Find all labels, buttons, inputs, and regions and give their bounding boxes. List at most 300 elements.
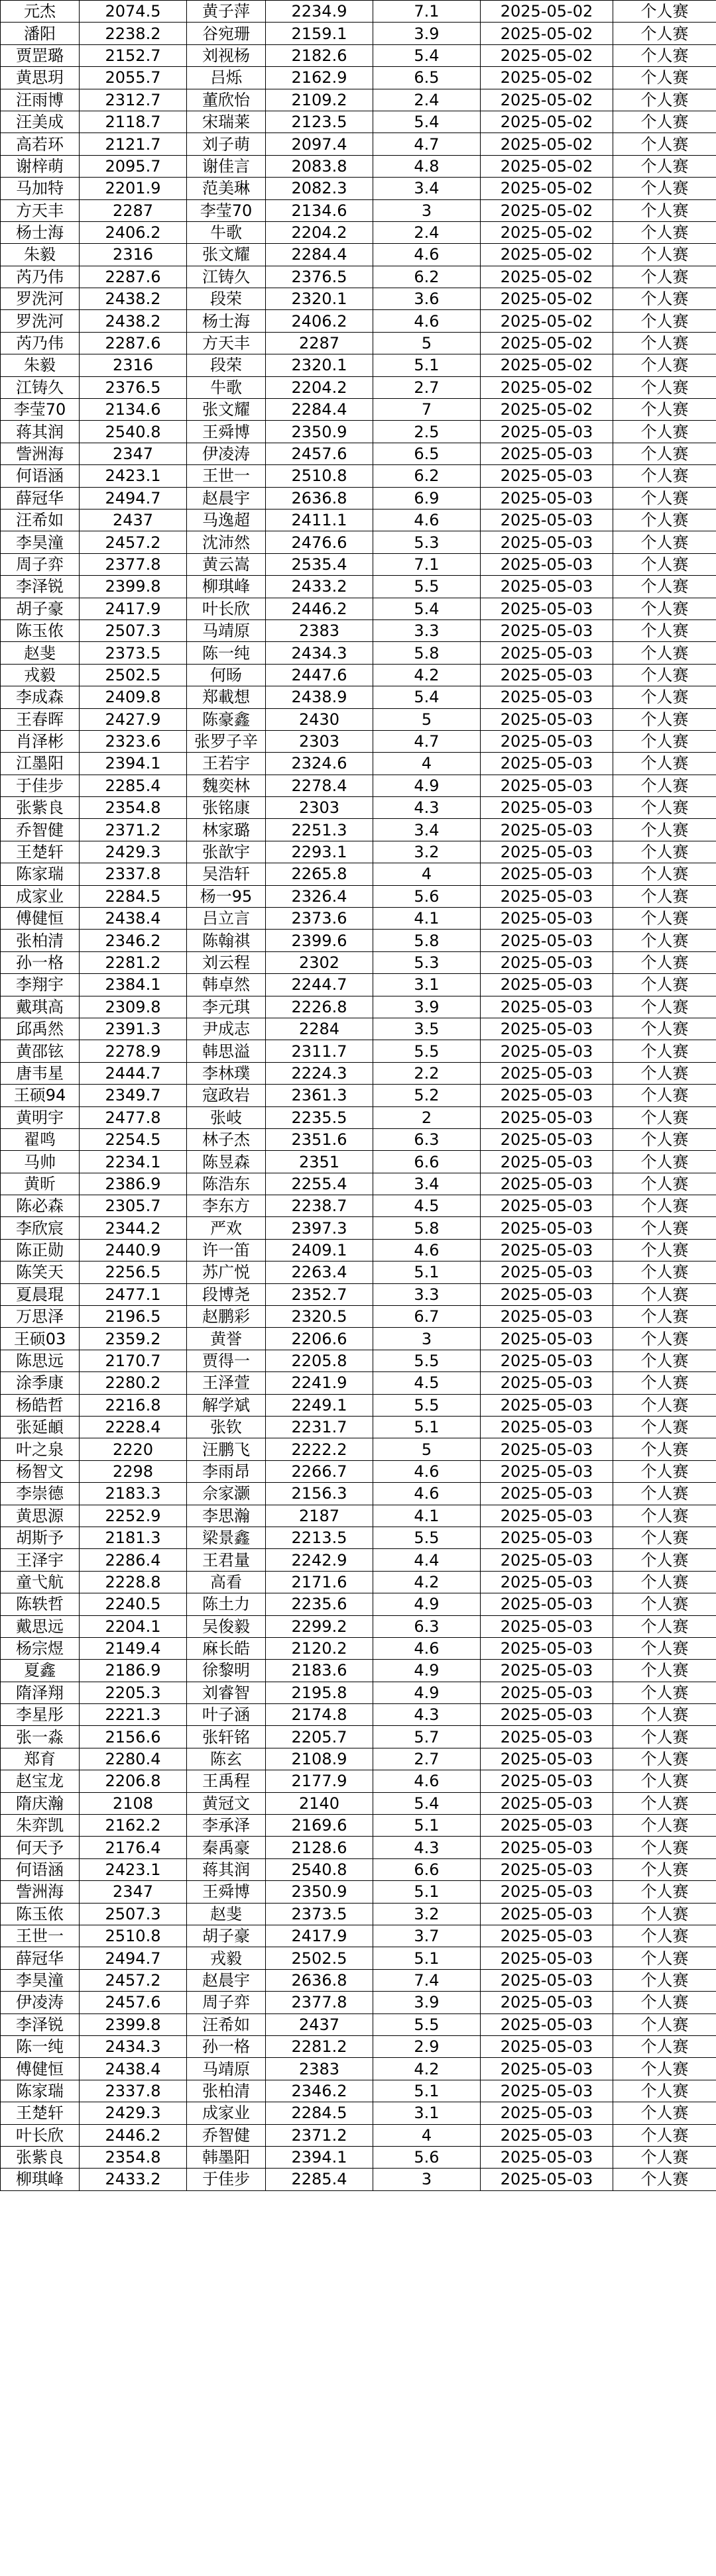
value-cell: 4.7: [373, 730, 481, 752]
table-row: [1, 930, 716, 951]
player-b-name-cell: 谷宛珊: [187, 23, 266, 44]
player-a-rating-cell: 2502.5: [80, 664, 187, 686]
date-cell: 2025-05-03: [481, 1239, 613, 1261]
date-cell: 2025-05-03: [481, 730, 613, 752]
player-a-rating-cell: 2256.5: [80, 1261, 187, 1283]
value-cell: 4.6: [373, 310, 481, 332]
table-row: [1, 244, 716, 266]
match-type-cell: 个人赛: [613, 1328, 716, 1350]
value-cell: 5.1: [373, 2080, 481, 2102]
value-cell: 3.6: [373, 288, 481, 310]
match-type-cell: 个人赛: [613, 199, 716, 221]
value-cell: 6.9: [373, 487, 481, 509]
player-a-rating-cell: 2391.3: [80, 1018, 187, 1040]
match-type-cell: 个人赛: [613, 376, 716, 398]
date-cell: 2025-05-02: [481, 133, 613, 155]
match-type-cell: 个人赛: [613, 863, 716, 885]
date-cell: 2025-05-03: [481, 753, 613, 775]
player-a-name-cell: 江铸久: [1, 376, 80, 398]
value-cell: 5.4: [373, 111, 481, 133]
date-cell: 2025-05-03: [481, 1306, 613, 1328]
match-type-cell: 个人赛: [613, 797, 716, 819]
player-a-rating-cell: 2205.3: [80, 1682, 187, 1703]
player-a-name-cell: 何语涵: [1, 1858, 80, 1880]
player-a-rating-cell: 2409.8: [80, 686, 187, 708]
table-row: [1, 553, 716, 575]
match-type-cell: 个人赛: [613, 1858, 716, 1880]
table-row: [1, 576, 716, 598]
table-row: [1, 1858, 716, 1880]
player-a-rating-cell: 2457.2: [80, 1969, 187, 1991]
player-b-name-cell: 范美琳: [187, 178, 266, 199]
player-b-name-cell: 陈浩东: [187, 1173, 266, 1195]
date-cell: 2025-05-03: [481, 1283, 613, 1305]
table-row: [1, 951, 716, 973]
player-a-rating-cell: 2406.2: [80, 221, 187, 243]
player-b-rating-cell: 2303: [266, 797, 373, 819]
table-row: [1, 1106, 716, 1128]
player-b-rating-cell: 2636.8: [266, 487, 373, 509]
match-type-cell: 个人赛: [613, 2080, 716, 2102]
player-b-name-cell: 江铸久: [187, 266, 266, 288]
match-type-cell: 个人赛: [613, 1815, 716, 1837]
player-a-rating-cell: 2228.8: [80, 1571, 187, 1593]
table-row: [1, 443, 716, 464]
player-b-name-cell: 林家璐: [187, 819, 266, 841]
player-a-rating-cell: 2438.2: [80, 288, 187, 310]
player-a-rating-cell: 2337.8: [80, 2080, 187, 2102]
table-row: [1, 1306, 716, 1328]
player-b-rating-cell: 2222.2: [266, 1438, 373, 1460]
player-b-name-cell: 汪鹏飞: [187, 1438, 266, 1460]
table-row: [1, 1438, 716, 1460]
value-cell: 6.2: [373, 266, 481, 288]
match-type-cell: 个人赛: [613, 1372, 716, 1394]
date-cell: 2025-05-03: [481, 974, 613, 996]
player-b-name-cell: 蒋其润: [187, 1858, 266, 1880]
player-b-name-cell: 李元琪: [187, 996, 266, 1018]
player-a-name-cell: 戎毅: [1, 664, 80, 686]
match-type-cell: 个人赛: [613, 1837, 716, 1858]
table-row: [1, 1483, 716, 1505]
player-a-rating-cell: 2204.1: [80, 1615, 187, 1637]
player-b-name-cell: 李东方: [187, 1195, 266, 1217]
date-cell: 2025-05-02: [481, 111, 613, 133]
table-row: [1, 199, 716, 221]
player-a-name-cell: 黄明宇: [1, 1106, 80, 1128]
player-b-rating-cell: 2287: [266, 332, 373, 354]
player-a-name-cell: 郑育: [1, 1748, 80, 1770]
table-row: [1, 1925, 716, 1947]
date-cell: 2025-05-03: [481, 1040, 613, 1062]
player-b-name-cell: 刘视杨: [187, 44, 266, 66]
player-a-rating-cell: 2152.7: [80, 44, 187, 66]
player-a-name-cell: 夏鑫: [1, 1660, 80, 1682]
player-a-name-cell: 高若环: [1, 133, 80, 155]
table-row: [1, 155, 716, 177]
player-a-rating-cell: 2309.8: [80, 996, 187, 1018]
player-a-name-cell: 王楚轩: [1, 841, 80, 863]
player-a-name-cell: 叶长欣: [1, 2124, 80, 2146]
match-type-cell: 个人赛: [613, 244, 716, 266]
player-a-name-cell: 江墨阳: [1, 753, 80, 775]
value-cell: 5.5: [373, 576, 481, 598]
player-b-rating-cell: 2437: [266, 2013, 373, 2035]
match-type-cell: 个人赛: [613, 730, 716, 752]
table-row: [1, 399, 716, 421]
player-a-name-cell: 马帅: [1, 1151, 80, 1173]
value-cell: 6.3: [373, 1128, 481, 1150]
player-b-rating-cell: 2213.5: [266, 1527, 373, 1548]
player-b-rating-cell: 2109.2: [266, 89, 373, 111]
date-cell: 2025-05-03: [481, 664, 613, 686]
value-cell: 4.9: [373, 1660, 481, 1682]
player-b-name-cell: 周子弈: [187, 1992, 266, 2013]
player-a-name-cell: 汪美成: [1, 111, 80, 133]
player-b-rating-cell: 2159.1: [266, 23, 373, 44]
player-a-rating-cell: 2280.2: [80, 1372, 187, 1394]
match-type-cell: 个人赛: [613, 266, 716, 288]
player-a-name-cell: 张一淼: [1, 1726, 80, 1748]
player-a-name-cell: 于佳步: [1, 775, 80, 796]
player-a-name-cell: 朱毅: [1, 244, 80, 266]
player-a-name-cell: 陈家瑞: [1, 2080, 80, 2102]
date-cell: 2025-05-03: [481, 1903, 613, 1925]
match-type-cell: 个人赛: [613, 1704, 716, 1726]
player-a-rating-cell: 2181.3: [80, 1527, 187, 1548]
player-b-name-cell: 宋瑞莱: [187, 111, 266, 133]
player-b-rating-cell: 2249.1: [266, 1394, 373, 1416]
date-cell: 2025-05-03: [481, 1438, 613, 1460]
table-row: [1, 1770, 716, 1792]
value-cell: 5.1: [373, 1417, 481, 1438]
value-cell: 7.1: [373, 1, 481, 23]
player-a-rating-cell: 2346.2: [80, 930, 187, 951]
player-a-rating-cell: 2134.6: [80, 399, 187, 421]
player-a-rating-cell: 2438.2: [80, 310, 187, 332]
player-a-name-cell: 李昊潼: [1, 531, 80, 553]
player-a-name-cell: 訾洲海: [1, 443, 80, 464]
match-type-cell: 个人赛: [613, 1195, 716, 1217]
date-cell: 2025-05-03: [481, 708, 613, 730]
player-a-name-cell: 李欣宸: [1, 1217, 80, 1239]
table-row: [1, 642, 716, 664]
player-b-rating-cell: 2397.3: [266, 1217, 373, 1239]
player-a-rating-cell: 2170.7: [80, 1350, 187, 1371]
player-a-name-cell: 陈玉侬: [1, 1903, 80, 1925]
player-a-rating-cell: 2316: [80, 354, 187, 376]
player-b-name-cell: 麻长皓: [187, 1637, 266, 1659]
date-cell: 2025-05-02: [481, 310, 613, 332]
value-cell: 4.6: [373, 509, 481, 531]
match-type-cell: 个人赛: [613, 1261, 716, 1283]
player-a-rating-cell: 2438.4: [80, 2058, 187, 2080]
player-b-rating-cell: 2636.8: [266, 1969, 373, 1991]
table-row: [1, 908, 716, 930]
player-b-name-cell: 韩思溢: [187, 1040, 266, 1062]
value-cell: 3.3: [373, 619, 481, 641]
date-cell: 2025-05-03: [481, 2146, 613, 2168]
player-a-name-cell: 朱毅: [1, 354, 80, 376]
player-a-name-cell: 杨智文: [1, 1460, 80, 1482]
value-cell: 4.9: [373, 1593, 481, 1615]
value-cell: 4.6: [373, 1483, 481, 1505]
date-cell: 2025-05-02: [481, 44, 613, 66]
player-a-name-cell: 戴思远: [1, 1615, 80, 1637]
value-cell: 4: [373, 2124, 481, 2146]
player-b-name-cell: 林子杰: [187, 1128, 266, 1150]
player-a-rating-cell: 2384.1: [80, 974, 187, 996]
player-a-rating-cell: 2287: [80, 199, 187, 221]
player-a-rating-cell: 2399.8: [80, 576, 187, 598]
player-b-rating-cell: 2206.6: [266, 1328, 373, 1350]
player-b-rating-cell: 2320.1: [266, 354, 373, 376]
value-cell: 3.4: [373, 819, 481, 841]
player-a-rating-cell: 2108: [80, 1792, 187, 1814]
match-type-cell: 个人赛: [613, 708, 716, 730]
player-b-rating-cell: 2311.7: [266, 1040, 373, 1062]
player-b-rating-cell: 2303: [266, 730, 373, 752]
player-a-name-cell: 赵宝龙: [1, 1770, 80, 1792]
player-a-rating-cell: 2206.8: [80, 1770, 187, 1792]
player-a-rating-cell: 2510.8: [80, 1925, 187, 1947]
date-cell: 2025-05-03: [481, 1770, 613, 1792]
date-cell: 2025-05-03: [481, 1195, 613, 1217]
value-cell: 4.5: [373, 1372, 481, 1394]
match-type-cell: 个人赛: [613, 1505, 716, 1527]
player-b-name-cell: 杨士海: [187, 310, 266, 332]
table-row: [1, 2080, 716, 2102]
match-type-cell: 个人赛: [613, 1770, 716, 1792]
date-cell: 2025-05-02: [481, 399, 613, 421]
player-a-name-cell: 胡子豪: [1, 598, 80, 619]
date-cell: 2025-05-03: [481, 841, 613, 863]
player-a-rating-cell: 2228.4: [80, 1417, 187, 1438]
player-b-rating-cell: 2383: [266, 2058, 373, 2080]
player-b-rating-cell: 2134.6: [266, 199, 373, 221]
player-a-name-cell: 夏晨琨: [1, 1283, 80, 1305]
table-row: [1, 1505, 716, 1527]
player-b-rating-cell: 2438.9: [266, 686, 373, 708]
player-a-rating-cell: 2457.6: [80, 1992, 187, 2013]
player-a-name-cell: 王硕03: [1, 1328, 80, 1350]
table-row: [1, 1239, 716, 1261]
table-row: [1, 2169, 716, 2190]
player-a-name-cell: 童弋航: [1, 1571, 80, 1593]
match-type-cell: 个人赛: [613, 487, 716, 509]
value-cell: 6.2: [373, 465, 481, 487]
date-cell: 2025-05-03: [481, 951, 613, 973]
date-cell: 2025-05-03: [481, 863, 613, 885]
player-b-rating-cell: 2238.7: [266, 1195, 373, 1217]
player-b-name-cell: 严欢: [187, 1217, 266, 1239]
player-b-name-cell: 汪希如: [187, 2013, 266, 2035]
player-a-rating-cell: 2278.9: [80, 1040, 187, 1062]
date-cell: 2025-05-03: [481, 2013, 613, 2035]
table-row: [1, 841, 716, 863]
table-row: [1, 111, 716, 133]
player-a-name-cell: 杨皓哲: [1, 1394, 80, 1416]
player-a-name-cell: 芮乃伟: [1, 332, 80, 354]
match-type-cell: 个人赛: [613, 642, 716, 664]
match-type-cell: 个人赛: [613, 67, 716, 89]
value-cell: 5.1: [373, 1947, 481, 1969]
match-type-cell: 个人赛: [613, 310, 716, 332]
player-a-rating-cell: 2440.9: [80, 1239, 187, 1261]
date-cell: 2025-05-03: [481, 775, 613, 796]
player-b-rating-cell: 2284.4: [266, 244, 373, 266]
player-a-name-cell: 周子弈: [1, 553, 80, 575]
player-a-rating-cell: 2429.3: [80, 841, 187, 863]
value-cell: 4.1: [373, 1505, 481, 1527]
date-cell: 2025-05-03: [481, 2124, 613, 2146]
player-b-rating-cell: 2540.8: [266, 1858, 373, 1880]
player-b-rating-cell: 2204.2: [266, 221, 373, 243]
date-cell: 2025-05-03: [481, 509, 613, 531]
date-cell: 2025-05-03: [481, 531, 613, 553]
player-a-name-cell: 傅健恒: [1, 2058, 80, 2080]
player-b-rating-cell: 2174.8: [266, 1704, 373, 1726]
table-row: [1, 487, 716, 509]
player-b-rating-cell: 2351.6: [266, 1128, 373, 1150]
player-a-name-cell: 孙一格: [1, 951, 80, 973]
player-b-rating-cell: 2350.9: [266, 1881, 373, 1903]
player-a-rating-cell: 2337.8: [80, 863, 187, 885]
player-a-rating-cell: 2252.9: [80, 1505, 187, 1527]
table-row: [1, 863, 716, 885]
player-a-name-cell: 杨士海: [1, 221, 80, 243]
value-cell: 3.4: [373, 178, 481, 199]
player-a-rating-cell: 2186.9: [80, 1660, 187, 1682]
player-b-rating-cell: 2373.6: [266, 908, 373, 930]
table-row: [1, 1350, 716, 1371]
player-b-name-cell: 高看: [187, 1571, 266, 1593]
player-a-rating-cell: 2373.5: [80, 642, 187, 664]
table-row: [1, 23, 716, 44]
player-b-rating-cell: 2255.4: [266, 1173, 373, 1195]
table-row: [1, 221, 716, 243]
value-cell: 4.9: [373, 1682, 481, 1703]
table-row: [1, 89, 716, 111]
player-b-rating-cell: 2205.8: [266, 1350, 373, 1371]
date-cell: 2025-05-03: [481, 1704, 613, 1726]
value-cell: 4.2: [373, 2058, 481, 2080]
match-type-cell: 个人赛: [613, 576, 716, 598]
value-cell: 4.6: [373, 1460, 481, 1482]
value-cell: 4.3: [373, 797, 481, 819]
player-b-name-cell: 段荣: [187, 288, 266, 310]
value-cell: 7.1: [373, 553, 481, 575]
date-cell: 2025-05-03: [481, 1394, 613, 1416]
player-a-name-cell: 薛冠华: [1, 487, 80, 509]
table-row: [1, 1128, 716, 1150]
value-cell: 2.5: [373, 421, 481, 443]
date-cell: 2025-05-03: [481, 1173, 613, 1195]
value-cell: 5.5: [373, 2013, 481, 2035]
match-type-cell: 个人赛: [613, 288, 716, 310]
value-cell: 4.5: [373, 1195, 481, 1217]
player-b-rating-cell: 2447.6: [266, 664, 373, 686]
value-cell: 3.1: [373, 974, 481, 996]
player-b-rating-cell: 2376.5: [266, 266, 373, 288]
player-a-rating-cell: 2240.5: [80, 1593, 187, 1615]
player-a-name-cell: 何天予: [1, 1837, 80, 1858]
player-a-rating-cell: 2423.1: [80, 465, 187, 487]
player-b-name-cell: 陈豪鑫: [187, 708, 266, 730]
player-b-rating-cell: 2128.6: [266, 1837, 373, 1858]
value-cell: 5.1: [373, 1881, 481, 1903]
match-type-cell: 个人赛: [613, 1128, 716, 1150]
player-a-name-cell: 朱弈凯: [1, 1815, 80, 1837]
date-cell: 2025-05-02: [481, 89, 613, 111]
player-b-rating-cell: 2457.6: [266, 443, 373, 464]
player-b-rating-cell: 2433.2: [266, 576, 373, 598]
date-cell: 2025-05-03: [481, 686, 613, 708]
table-row: [1, 2058, 716, 2080]
date-cell: 2025-05-03: [481, 487, 613, 509]
player-a-name-cell: 陈一纯: [1, 2035, 80, 2057]
player-b-rating-cell: 2224.3: [266, 1062, 373, 1084]
player-b-rating-cell: 2278.4: [266, 775, 373, 796]
match-type-cell: 个人赛: [613, 1527, 716, 1548]
value-cell: 3.5: [373, 1018, 481, 1040]
match-type-cell: 个人赛: [613, 553, 716, 575]
table-row: [1, 1062, 716, 1084]
player-a-name-cell: 贾罡璐: [1, 44, 80, 66]
player-b-name-cell: 张文耀: [187, 399, 266, 421]
player-b-rating-cell: 2350.9: [266, 421, 373, 443]
value-cell: 3: [373, 199, 481, 221]
player-a-rating-cell: 2298: [80, 1460, 187, 1482]
match-type-cell: 个人赛: [613, 1, 716, 23]
player-b-name-cell: 马靖原: [187, 619, 266, 641]
player-a-name-cell: 汪雨博: [1, 89, 80, 111]
match-type-cell: 个人赛: [613, 1239, 716, 1261]
table-row: [1, 1637, 716, 1659]
date-cell: 2025-05-03: [481, 1925, 613, 1947]
player-a-rating-cell: 2376.5: [80, 376, 187, 398]
player-b-name-cell: 黄云嵩: [187, 553, 266, 575]
player-b-name-cell: 陈土力: [187, 1593, 266, 1615]
table-row: [1, 1792, 716, 1814]
player-b-rating-cell: 2183.6: [266, 1660, 373, 1682]
table-row: [1, 376, 716, 398]
player-a-name-cell: 罗洗河: [1, 310, 80, 332]
match-type-cell: 个人赛: [613, 1483, 716, 1505]
player-b-rating-cell: 2409.1: [266, 1239, 373, 1261]
player-a-rating-cell: 2312.7: [80, 89, 187, 111]
match-type-cell: 个人赛: [613, 2124, 716, 2146]
player-b-rating-cell: 2411.1: [266, 509, 373, 531]
player-a-rating-cell: 2183.3: [80, 1483, 187, 1505]
player-b-name-cell: 牛歌: [187, 376, 266, 398]
player-a-name-cell: 陈家瑞: [1, 863, 80, 885]
player-b-rating-cell: 2320.5: [266, 1306, 373, 1328]
player-b-rating-cell: 2171.6: [266, 1571, 373, 1593]
date-cell: 2025-05-03: [481, 1106, 613, 1128]
player-b-name-cell: 乔智健: [187, 2124, 266, 2146]
player-a-rating-cell: 2507.3: [80, 1903, 187, 1925]
player-a-rating-cell: 2394.1: [80, 753, 187, 775]
table-row: [1, 974, 716, 996]
player-a-rating-cell: 2305.7: [80, 1195, 187, 1217]
player-b-rating-cell: 2244.7: [266, 974, 373, 996]
player-a-rating-cell: 2354.8: [80, 2146, 187, 2168]
player-b-name-cell: 刘睿智: [187, 1682, 266, 1703]
value-cell: 5.3: [373, 951, 481, 973]
match-type-cell: 个人赛: [613, 1040, 716, 1062]
value-cell: 3: [373, 2169, 481, 2190]
